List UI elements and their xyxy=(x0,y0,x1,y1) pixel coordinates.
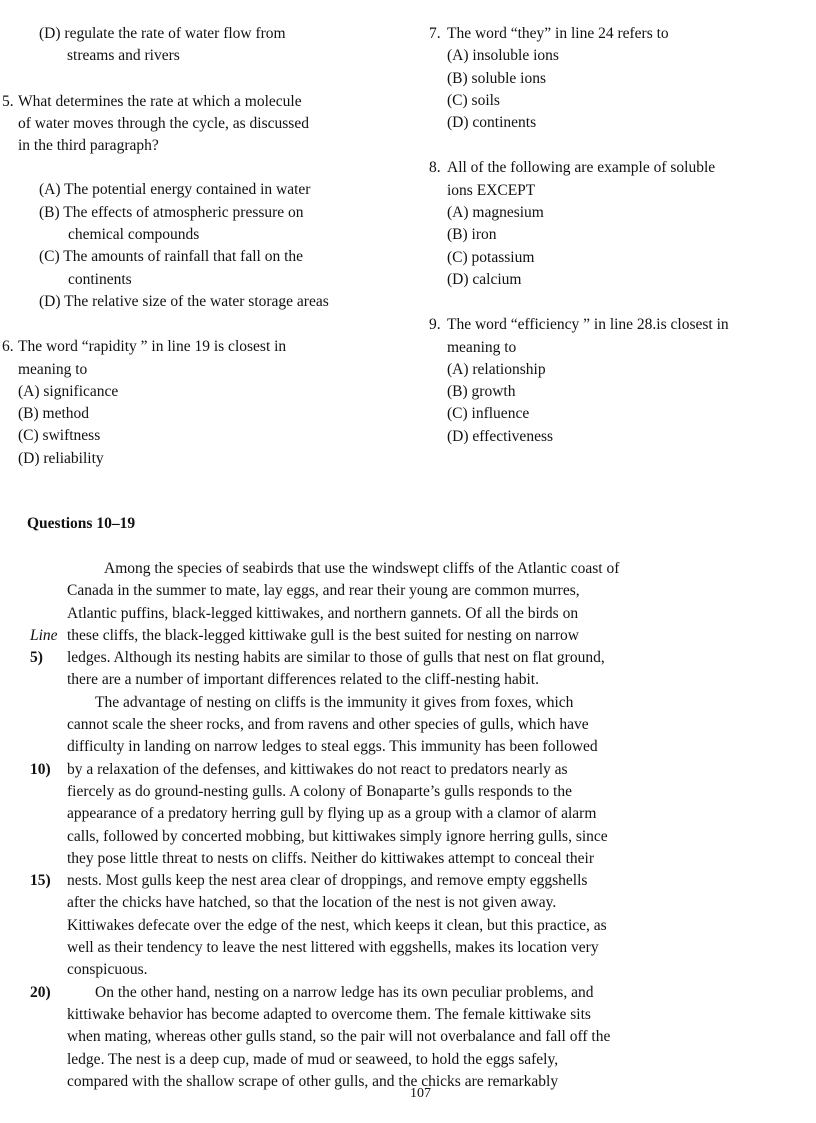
option-d[interactable]: (D) effectiveness xyxy=(447,427,554,445)
option-b[interactable]: (B) iron xyxy=(447,226,497,244)
option-d[interactable]: (D) regulate the rate of water flow from xyxy=(39,25,286,42)
section-heading: Questions 10–19 xyxy=(27,515,136,532)
option-c[interactable]: (C) potassium xyxy=(447,248,535,266)
passage-line xyxy=(0,669,816,691)
option-d[interactable]: (D) The relative size of the water storage areas xyxy=(39,292,329,310)
option-d[interactable]: (D) reliability xyxy=(18,449,104,467)
question-number: 6. xyxy=(2,338,14,356)
passage-line xyxy=(0,714,816,736)
passage-text: kittiwake behavior has become adapted to overcome them. The female kittiwake sits xyxy=(67,1005,591,1023)
option-a[interactable]: (A) relationship xyxy=(447,360,546,378)
line-number-label: 10) xyxy=(30,760,51,778)
passage-text: these cliffs, the black-legged kittiwake gull is the best suited for nesting on narrow xyxy=(67,626,579,644)
passage-line xyxy=(0,603,816,625)
option-a[interactable]: (A) The potential energy contained in water xyxy=(39,181,311,199)
option-c[interactable]: (C) soils xyxy=(447,91,500,109)
line-number-label: 20) xyxy=(30,983,51,1001)
question-4-tail xyxy=(21,23,401,68)
question-9-stem: 9. The word “efficiency ” in line 28.is closest in meaning to (A) relationship (B) growth (C) influence (D) effectiveness xyxy=(429,314,804,448)
passage-line xyxy=(0,736,816,758)
passage-text: appearance of a predatory herring gull by flying up as a group with a clamor of alarm xyxy=(67,805,597,823)
passage-text: nests. Most gulls keep the nest area clear of droppings, and remove empty eggshells xyxy=(67,872,588,890)
passage-text: difficulty in landing on narrow ledges to steal eggs. This immunity has been followed xyxy=(67,738,598,756)
page-number: 107 xyxy=(410,1086,431,1101)
passage-text: cannot scale the sheer rocks, and from ravens and other species of gulls, which have xyxy=(67,716,589,734)
question-5-stem: 5. What determines the rate at which a molecule of water moves through the cycle, as discussed in the third paragraph? xyxy=(2,92,309,155)
question-7-stem: 7. The word “they” in line 24 refers to (A) insoluble ions (B) soluble ions (C) soils (D) continents xyxy=(429,23,804,134)
passage-line xyxy=(0,848,816,870)
option-d-continued: streams and rivers xyxy=(67,47,180,65)
passage-line xyxy=(0,937,816,959)
question-7 xyxy=(429,23,804,134)
passage-text: Canada in the summer to mate, lay eggs, and rear their young are common murres, xyxy=(67,582,580,600)
passage-text: ledges. Although its nesting habits are similar to those of gulls that nest on flat ground, xyxy=(67,649,605,667)
passage-line xyxy=(0,826,816,848)
option-c[interactable]: (C) swiftness xyxy=(18,427,101,445)
passage-text: when mating, whereas other gulls stand, so the pair will not overbalance and fall off the xyxy=(67,1028,611,1046)
option-b[interactable]: (B) method xyxy=(18,405,90,423)
passage-line xyxy=(0,647,816,669)
question-number: 5. xyxy=(2,92,14,110)
option-a[interactable]: (A) significance xyxy=(18,382,119,400)
passage-line xyxy=(0,1071,816,1093)
question-number: 7. xyxy=(429,25,441,42)
passage-text: The advantage of nesting on cliffs is the immunity it gives from foxes, which xyxy=(95,693,574,711)
passage-text: by a relaxation of the defenses, and kittiwakes do not react to predators nearly as xyxy=(67,760,568,778)
line-number-label: 15) xyxy=(30,872,51,890)
passage-line xyxy=(0,580,816,602)
question-6 xyxy=(2,336,401,470)
passage-line xyxy=(0,803,816,825)
question-number: 8. xyxy=(429,159,441,177)
line-number-label: Line xyxy=(30,626,58,644)
passage-text: calls, followed by concerted mobbing, but kittiwakes simply ignore herring gulls, since xyxy=(67,827,608,845)
passage-line xyxy=(0,1049,816,1071)
question-6-stem: 6. The word “rapidity ” in line 19 is closest in meaning to (A) significance (B) method (C) swiftness (D) reliability xyxy=(2,336,401,470)
question-9 xyxy=(429,314,804,448)
left-column xyxy=(2,23,401,470)
passage-line xyxy=(0,781,816,803)
passage-line xyxy=(0,915,816,937)
passage-text: they pose little threat to nests on cliffs. Neither do kittiwakes attempt to conceal their xyxy=(67,849,594,867)
passage-text: after the chicks have hatched, so that the location of the nest is not given away. xyxy=(67,894,557,912)
option-d[interactable]: (D) continents xyxy=(447,114,537,132)
passage-line xyxy=(0,870,816,892)
passage-line xyxy=(0,982,816,1004)
passage-text: well as their tendency to leave the nest littered with eggshells, makes its location very xyxy=(67,939,599,957)
passage-text: On the other hand, nesting on a narrow ledge has its own peculiar problems, and xyxy=(95,983,594,1001)
passage-line xyxy=(0,625,816,647)
passage-text: Among the species of seabirds that use the windswept cliffs of the Atlantic coast of xyxy=(104,560,620,577)
option-a[interactable]: (A) magnesium xyxy=(447,204,544,222)
option-c[interactable]: (C) influence xyxy=(447,405,530,423)
option-b[interactable]: (B) growth xyxy=(447,383,516,401)
passage-line xyxy=(0,692,816,714)
passage-line xyxy=(0,959,816,981)
passage-text: compared with the shallow scrape of other gulls, and the chicks are remarkably xyxy=(67,1072,559,1090)
option-a[interactable]: (A) insoluble ions xyxy=(447,47,559,65)
option-b[interactable]: (B) The effects of atmospheric pressure on chemical compounds xyxy=(39,203,304,244)
passage-line xyxy=(0,1026,816,1048)
passage-line xyxy=(0,558,816,580)
right-column xyxy=(429,23,804,448)
passage-text: ledge. The nest is a deep cup, made of mud or seaweed, to hold the eggs safely, xyxy=(67,1050,559,1068)
passage-line xyxy=(0,1004,816,1026)
option-d[interactable]: (D) calcium xyxy=(447,270,522,288)
passage-text: conspicuous. xyxy=(67,961,148,979)
passage-text: fiercely as do ground-nesting gulls. A colony of Bonaparte’s gulls responds to the xyxy=(67,782,572,800)
reading-passage xyxy=(0,558,816,1093)
question-5-options xyxy=(2,179,401,313)
question-number: 9. xyxy=(429,316,441,334)
question-8-stem: 8. All of the following are example of soluble ions EXCEPT (A) magnesium (B) iron (C) potassium (D) calcium xyxy=(429,157,804,291)
question-5 xyxy=(2,91,401,314)
line-number-label: 5) xyxy=(30,649,43,667)
passage-text: Kittiwakes defecate over the edge of the nest, which keeps it clean, but this practice, as xyxy=(67,916,607,934)
option-b[interactable]: (B) soluble ions xyxy=(447,69,547,87)
passage-line xyxy=(0,892,816,914)
option-c[interactable]: (C) The amounts of rainfall that fall on the continents xyxy=(39,248,303,288)
passage-text: Atlantic puffins, black-legged kittiwakes, and northern gannets. Of all the birds on xyxy=(67,604,579,622)
passage-text: there are a number of important differences related to the cliff-nesting habit. xyxy=(67,671,539,689)
question-8 xyxy=(429,157,804,291)
passage-line xyxy=(0,759,816,781)
